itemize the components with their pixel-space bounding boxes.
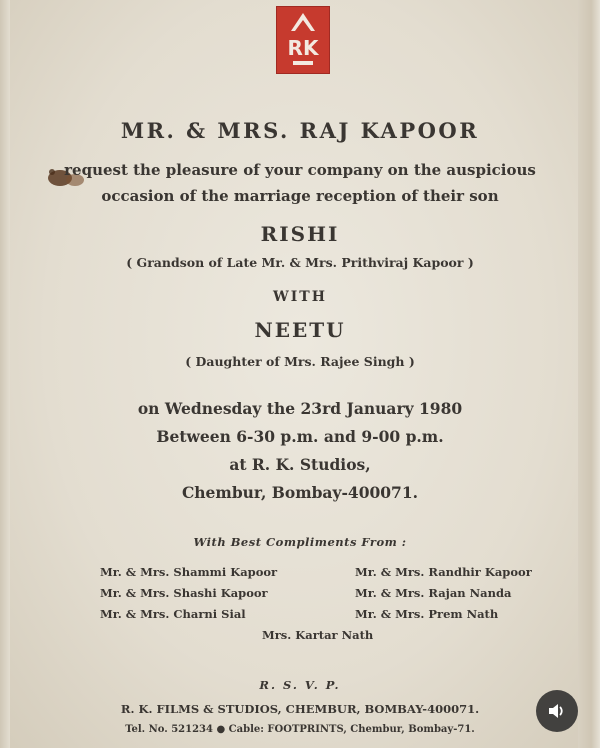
bride-relation: ( Daughter of Mrs. Rajee Singh ) (185, 354, 415, 369)
groom-relation: ( Grandson of Late Mr. & Mrs. Prithviraj Kapoor ) (126, 255, 474, 270)
compliment-name: Mrs. Kartar Nath (262, 628, 374, 642)
compliment-name: Mr. & Mrs. Shashi Kapoor (100, 586, 268, 600)
compliment-name: Mr. & Mrs. Rajan Nanda (355, 586, 512, 600)
rk-logo (276, 6, 330, 74)
request-line-2: occasion of the marriage reception of their son (101, 187, 499, 205)
rk-logo-icon (277, 7, 329, 73)
compliment-name: Mr. & Mrs. Prem Nath (355, 607, 499, 621)
rsvp-contact: Tel. No. 521234 ● Cable: FOOTPRINTS, Chembur, Bombay-71. (125, 724, 475, 735)
event-time: Between 6-30 p.m. and 9-00 p.m. (156, 427, 444, 446)
event-venue: at R. K. Studios, (229, 455, 371, 474)
rsvp-label: R. S. V. P. (259, 678, 341, 692)
with-label: WITH (273, 289, 327, 305)
card-left-edge (0, 0, 10, 748)
request-line-1: request the pleasure of your company on the auspicious (64, 161, 536, 179)
groom-name: RISHI (260, 222, 340, 246)
hosts-heading: MR. & MRS. RAJ KAPOOR (120, 118, 480, 143)
compliments-heading: With Best Compliments From : (193, 535, 407, 549)
sound-toggle-button[interactable] (536, 690, 578, 732)
event-place: Chembur, Bombay-400071. (181, 483, 419, 502)
compliment-name: Mr. & Mrs. Charni Sial (100, 607, 246, 621)
event-date: on Wednesday the 23rd January 1980 (137, 399, 463, 418)
rsvp-address: R. K. FILMS & STUDIOS, CHEMBUR, BOMBAY-400071. (120, 702, 480, 716)
bride-name: NEETU (254, 318, 346, 342)
speaker-icon (547, 702, 567, 720)
svg-text:RK: RK (287, 36, 319, 60)
compliment-name: Mr. & Mrs. Randhir Kapoor (355, 565, 532, 579)
compliment-name: Mr. & Mrs. Shammi Kapoor (100, 565, 278, 579)
card-right-edge (578, 0, 600, 748)
